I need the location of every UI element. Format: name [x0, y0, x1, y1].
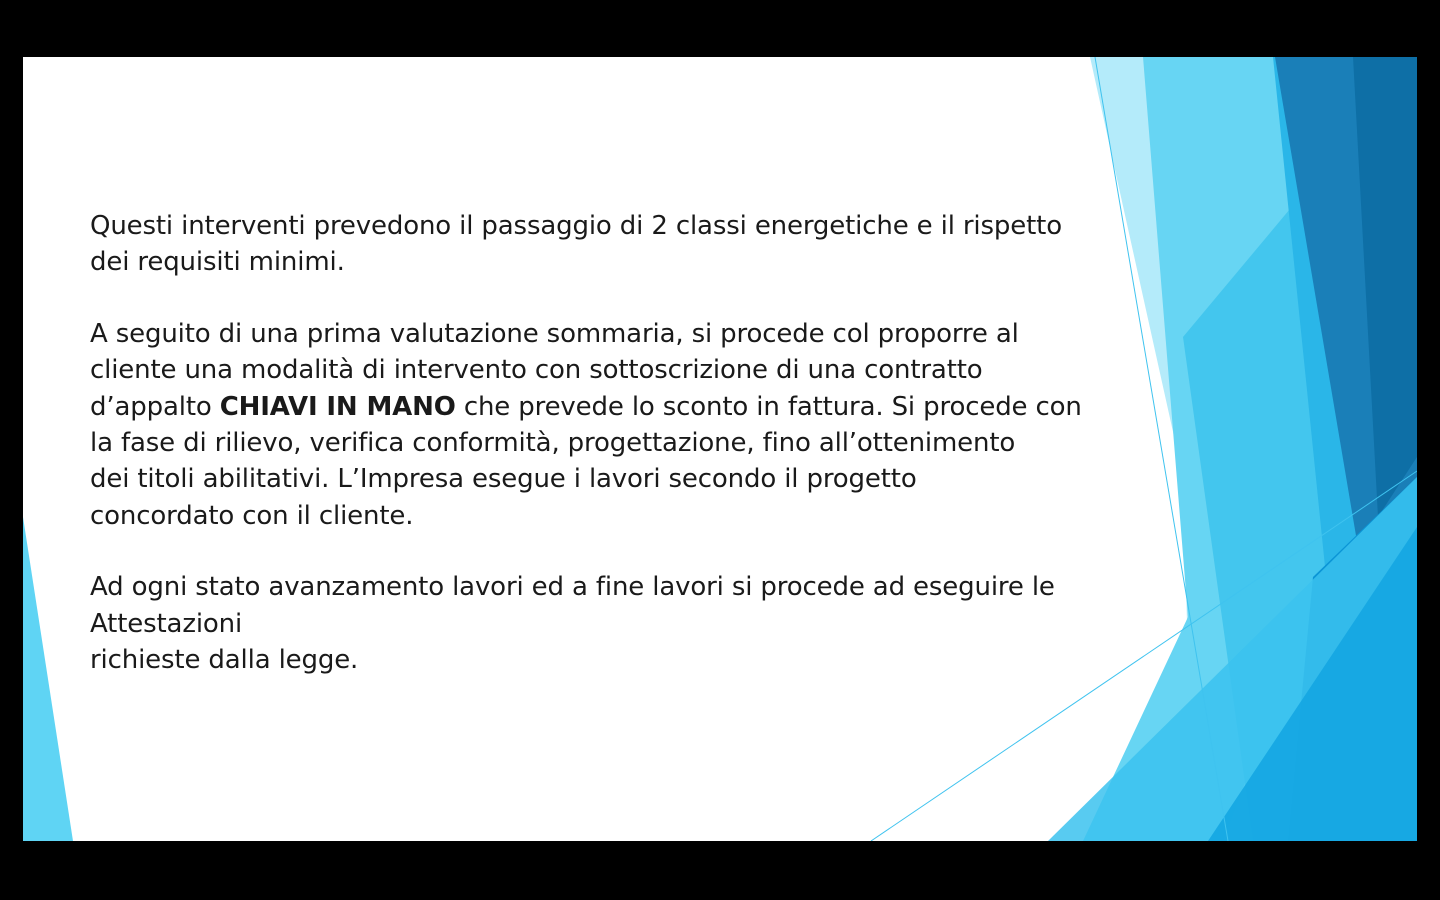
text-line: Questi interventi prevedono il passaggio di 2 classi energetiche e il rispetto [90, 211, 1062, 241]
text-line: A seguito di una prima valutazione sommaria, si procede col proporre al [90, 318, 1019, 349]
text-line: concordato con il cliente. [90, 500, 414, 531]
text-line: la fase di rilievo, verifica conformità, progettazione, fino all’ottenimento [90, 428, 1016, 459]
paragraph-3 [90, 569, 1090, 678]
text-line: dei titoli abilitativi. L’Impresa esegue i lavori secondo il progetto [90, 464, 917, 495]
paragraph-1 [90, 208, 1090, 281]
bold-keyword: CHIAVI IN MANO [219, 391, 456, 422]
paragraph-2 [90, 316, 1090, 534]
text-line: dei requisiti minimi. [90, 247, 345, 278]
slide-body-text [90, 208, 1090, 713]
left-decor-shape [23, 517, 73, 841]
text-line: Attestazioni [90, 608, 243, 639]
text-segment: che prevede lo sconto in fattura. Si procede con [455, 391, 1082, 422]
slide [23, 57, 1417, 841]
text-segment: d’appalto [90, 391, 220, 422]
text-line: cliente una modalità di intervento con sottoscrizione di una contratto [90, 355, 983, 386]
text-line [90, 389, 1090, 425]
text-line: richieste dalla legge. [90, 645, 359, 676]
text-line: Ad ogni stato avanzamento lavori ed a fine lavori si procede ad eseguire le [90, 572, 1055, 603]
